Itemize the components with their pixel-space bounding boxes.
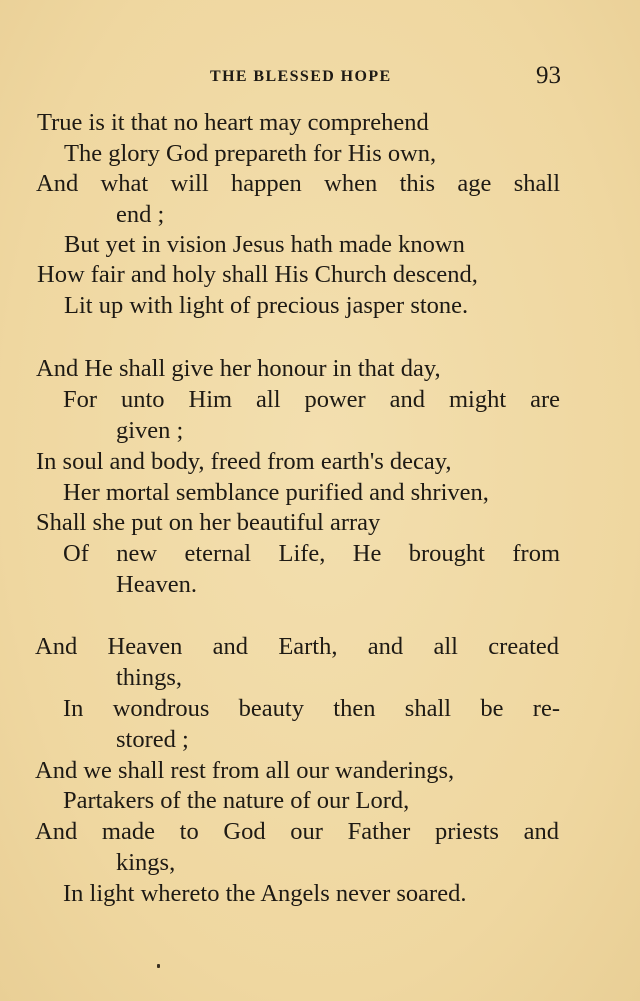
poem-line: Partakers of the nature of our Lord, bbox=[63, 787, 410, 814]
running-header bbox=[0, 62, 640, 96]
poem-line: How fair and holy shall His Church descend, bbox=[37, 261, 478, 288]
poem-line: Of new eternal Life, He brought from bbox=[63, 540, 560, 567]
poem-line-continuation: given ; bbox=[116, 417, 184, 444]
poem-line: And He shall give her honour in that day, bbox=[36, 355, 441, 382]
running-title: THE BLESSED HOPE bbox=[210, 68, 392, 85]
poem-line-continuation: end ; bbox=[116, 201, 165, 228]
poem-line: True is it that no heart may comprehend bbox=[37, 109, 429, 136]
poem-line-continuation: stored ; bbox=[116, 726, 189, 753]
poem-line: In wondrous beauty then shall be re- bbox=[63, 695, 560, 722]
poem-line-continuation: Heaven. bbox=[116, 571, 197, 598]
poem-line: In soul and body, freed from earth's decay, bbox=[36, 448, 452, 475]
ink-speck bbox=[157, 964, 160, 968]
poem-line: Lit up with light of precious jasper stone. bbox=[64, 292, 469, 319]
poem-line: Her mortal semblance purified and shriven, bbox=[63, 479, 489, 506]
poem-line: But yet in vision Jesus hath made known bbox=[64, 231, 465, 258]
poem-line: In light whereto the Angels never soared. bbox=[63, 880, 467, 907]
poem-line-continuation: kings, bbox=[116, 849, 176, 876]
poem-line: The glory God prepareth for His own, bbox=[64, 140, 437, 167]
poem-line: Shall she put on her beautiful array bbox=[36, 509, 381, 536]
poem-line-continuation: things, bbox=[116, 664, 183, 691]
poem-line: And made to God our Father priests and bbox=[35, 818, 559, 845]
poem-line: And we shall rest from all our wanderings, bbox=[35, 757, 455, 784]
poem-line: For unto Him all power and might are bbox=[63, 386, 560, 413]
poem-line: And Heaven and Earth, and all created bbox=[35, 633, 559, 660]
page-number: 93 bbox=[536, 62, 561, 89]
poem-line: And what will happen when this age shall bbox=[36, 170, 560, 197]
